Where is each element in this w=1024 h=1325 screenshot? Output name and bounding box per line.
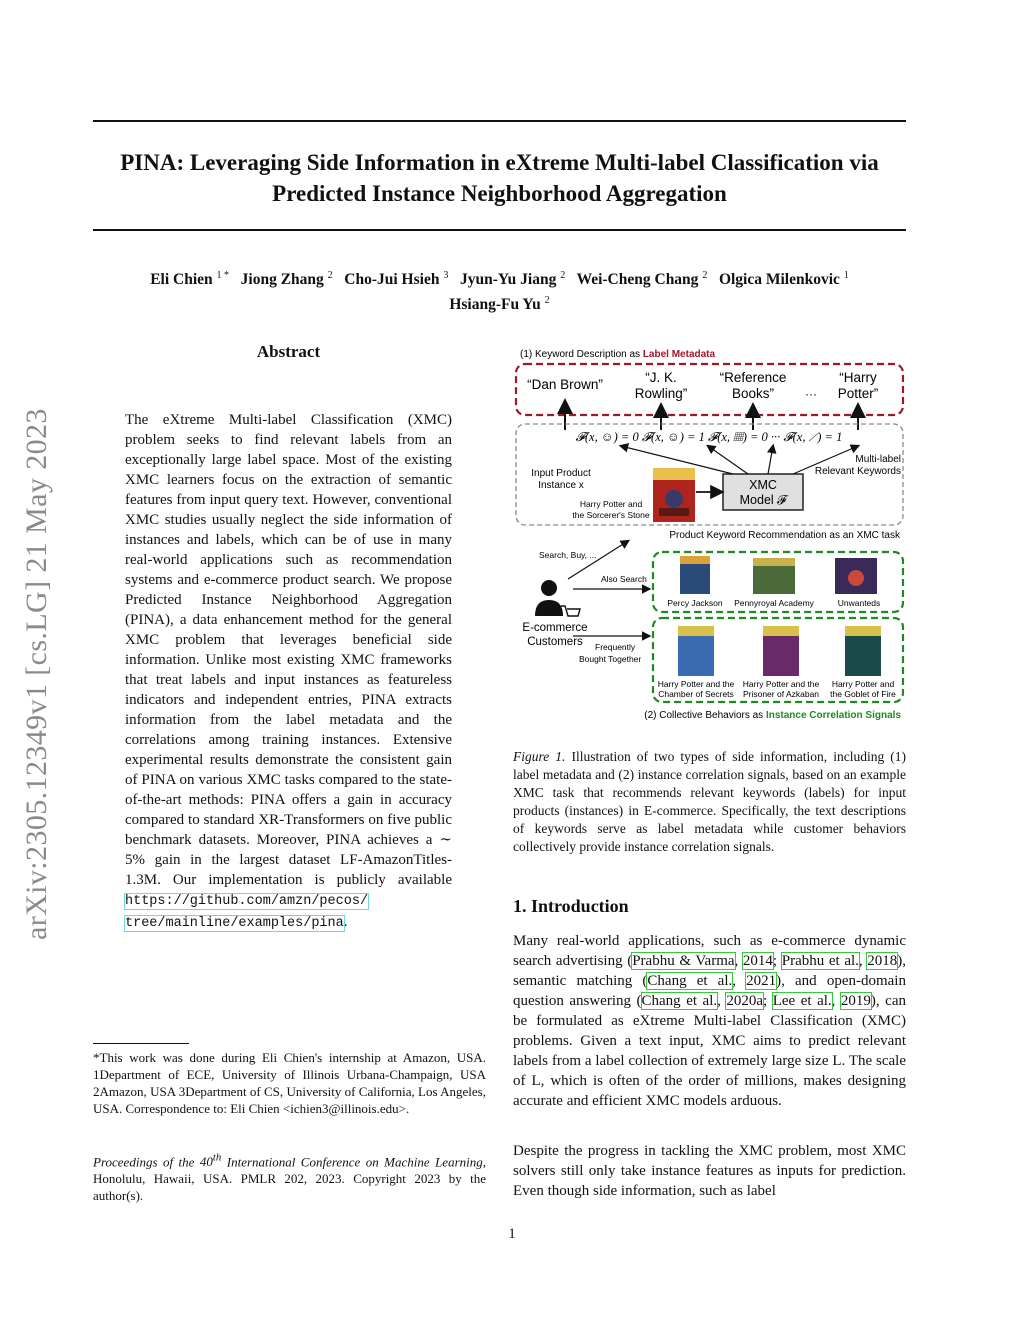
abstract-text: The eXtreme Multi-label Classification (XMC) problem seeks to find relevant labels from an exceptionally large label space. Most of the existing XMC learners focus on the extraction of semantic features from input query text. However, conventional XMC studies usually neglect the side information of instances and labels, which can be of use in many real-world applications such as recommendation systems and e-commerce product search. We propose Predicted Instance Neighborhood Aggregation (PINA), a data enhancement method for the general XMC problem that leverages beneficial side information. Unlike most existing XMC frameworks that treat labels and input instances as featureless indicators and independent entries, PINA extracts information from the label metadata and the correlations among training instances. Extensive experimental results demonstrate the consistent gain of PINA on various XMC tasks compared to the state-of-the-art methods: PINA offers a gain in accuracy compared to standard XR-Transformers on five public benchmark datasets. Moreover, PINA achieves a [125, 412, 452, 848]
github-link-line-1: https://github.com/amzn/pecos/ [125, 894, 369, 909]
multi-label-l2: Relevant Keywords [814, 466, 901, 477]
citation-year[interactable]: 2014 [742, 953, 773, 969]
figure-bottom-caption: (2) Collective Behaviors as Instance Correlation Signals [644, 710, 901, 721]
label-unwanteds: Unwanteds [837, 598, 881, 608]
intro-text: ), can be formulated as eXtreme Multi-label Classification (XMC) problems. Given a text input, XMC aims to predict relevant labels from a label collection of extremely large size L. The scale of L, which is often of the order of millions, makes designing accurate and efficient XMC models arduous. [513, 993, 906, 1109]
figure-caption-text: Illustration of two types of side information, including (1) label metadata and (2) instance correlation signals, based on an example XMC task that recommends relevant keywords (labels) for input products (instances) in E-commerce. Specifically, the text descriptions of keywords serve as label metadata while customer behaviors collectively provide instance correlation signals. [513, 749, 906, 854]
book-percy-jackson [680, 556, 710, 594]
citation-prabhu-varma[interactable]: Prabhu & Varma [632, 953, 735, 969]
label-goblet-l2: the Goblet of Fire [830, 689, 896, 699]
author: Olgica Milenkovic [718, 271, 840, 289]
frequently-label-l2: Bought Together [579, 654, 642, 664]
abstract-heading: Abstract [256, 342, 321, 361]
intro-text: Many real-world applications, such as e-commerce dynamic search advertising ( [513, 933, 906, 969]
title-line-1: PINA: Leveraging Side Information in eXtreme Multi-label Classification via [120, 150, 879, 175]
authors-line-1 [93, 265, 906, 290]
author-affiliation: 2 [544, 295, 550, 307]
abstract-body [125, 410, 452, 934]
label-percy-jackson: Percy Jackson [667, 598, 723, 608]
citation-separator: , [732, 973, 747, 989]
input-book-label-l2: the Sorcerer's Stone [572, 510, 650, 520]
citation-year[interactable]: 2019 [840, 993, 871, 1009]
keyword-reference-books-l1: “Reference [719, 370, 787, 385]
arrow-model-to-f3 [768, 446, 773, 474]
input-product-label-l1: Input Product [531, 468, 591, 479]
author-affiliation: 3 [443, 270, 449, 281]
proceedings-rest: , Honolulu, Hawaii, USA. PMLR 202, 2023. Copyright 2023 by the author(s). [93, 1154, 487, 1204]
figure-1 [513, 344, 906, 724]
citation-separator: , [858, 953, 868, 969]
footnote-star: *This work was done during Eli Chien's internship at Amazon, USA. [93, 1050, 486, 1065]
keyword-reference-books-l2: Books” [731, 386, 775, 401]
citation-year[interactable]: 2018 [867, 953, 898, 969]
citation-lee-et-al[interactable]: Lee et al. [772, 993, 832, 1009]
author-affiliation: 2 [702, 270, 708, 281]
author: Jiong Zhang [240, 271, 324, 289]
citation-year[interactable]: 2021 [746, 973, 777, 989]
label-chamber-l1: Harry Potter and the [657, 679, 735, 689]
title-bottom-rule [93, 229, 906, 231]
citation-separator: , [734, 953, 743, 969]
xmc-model-label-l1: XMC [749, 478, 777, 492]
xmc-formula: 𝓕(x, ☺) = 0 𝓕(x, ☺) = 1 𝓕(x, ▦) = 0 ··· 𝓕(x, ⟋) = 1 [575, 430, 843, 444]
frequently-label-l1: Frequently [595, 642, 636, 652]
citation-separator: ; [763, 993, 773, 1009]
author-list [93, 265, 906, 315]
arxiv-stamp: arXiv:2305.12349v1 [cs.LG] 21 May 2023 [20, 408, 53, 940]
title-line-2: Predicted Instance Neighborhood Aggregation [272, 181, 727, 206]
input-product-label-l2: Instance x [538, 480, 584, 491]
input-book-cover [653, 468, 695, 522]
page-number: 1 [508, 1226, 516, 1242]
customers-label-l1: E-commerce [522, 622, 588, 634]
author: Cho-Jui Hsieh [344, 271, 440, 289]
author: Eli Chien [150, 271, 213, 289]
label-goblet-l1: Harry Potter and [831, 679, 895, 689]
keyword-jk-rowling-l2: Rowling” [634, 386, 688, 401]
github-link[interactable] [125, 894, 368, 931]
also-search-label: Also Search [601, 574, 647, 584]
citation-chang-et-al[interactable]: Chang et al. [647, 973, 733, 989]
multi-label-l1: Multi-label [855, 454, 901, 465]
paper-title [93, 147, 906, 209]
authors-line-2 [93, 290, 906, 315]
introduction-heading: 1. Introduction [513, 896, 629, 916]
figure-caption-label: Figure 1. [513, 749, 566, 764]
book-chamber-of-secrets [678, 626, 714, 676]
introduction-paragraph-2: Despite the progress in tackling the XMC problem, most XMC solvers still only take instance features as inputs for prediction. Even though side information, such as label [513, 1143, 906, 1199]
footnote-rule [93, 1043, 189, 1044]
intro-text: ), and open-domain question answering ( [513, 973, 906, 1009]
input-book-label-l1: Harry Potter and [579, 499, 643, 509]
proceedings-note [93, 1150, 486, 1204]
citation-chang-et-al[interactable]: Chang et al. [641, 993, 718, 1009]
author: Hsiang-Fu Yu [449, 296, 541, 314]
book-pennyroyal-academy [753, 558, 795, 594]
title-top-rule [93, 120, 906, 122]
author-affiliation: 1 * [216, 270, 230, 281]
label-azkaban-l2: Prisoner of Azkaban [742, 689, 820, 699]
citation-year[interactable]: 2020a [726, 993, 764, 1009]
abstract-gain-math: ∼ 5% [125, 832, 452, 868]
footnote-affiliations: 1Department of ECE, University of Illinois Urbana-Champaign, USA 2Amazon, USA 3Department of CS, University of California, Los Angeles, USA. Correspondence to: Eli Chien <ichien3@illinois.edu>. [93, 1067, 486, 1116]
figure-1-diagram [513, 344, 906, 724]
book-unwanteds [835, 558, 877, 594]
label-azkaban-l1: Harry Potter and the [742, 679, 820, 689]
book-prisoner-of-azkaban [763, 626, 799, 676]
abstract-end-period: . [343, 914, 348, 930]
author: Jyun-Yu Jiang [459, 271, 557, 289]
keyword-ellipsis: ··· [805, 387, 817, 401]
proceedings-italic-b: International Conference on Machine Learning [226, 1154, 483, 1170]
keyword-dan-brown: “Dan Brown” [527, 377, 603, 392]
label-chamber-l2: Chamber of Secrets [658, 689, 734, 699]
keyword-harry-potter-l2: Potter” [837, 386, 879, 401]
author-affiliation: 2 [327, 270, 333, 281]
citation-separator: , [831, 993, 841, 1009]
author-affiliation: 1 [843, 270, 849, 281]
label-pennyroyal-academy: Pennyroyal Academy [734, 598, 814, 608]
github-link-line-2: tree/mainline/examples/pina [125, 916, 344, 931]
intro-text: ), semantic matching ( [513, 953, 907, 989]
search-buy-label: Search, Buy, ... [539, 550, 597, 560]
footnote [93, 1049, 486, 1117]
xmc-task-label: Product Keyword Recommendation as an XMC task [669, 530, 900, 541]
citation-separator: ; [772, 953, 782, 969]
abstract-text-after: gain in the largest dataset LF-AmazonTitles-1.3M. Our implementation is publicly available [125, 852, 453, 888]
citation-separator: , [717, 993, 727, 1009]
customers-label-l2: Customers [527, 636, 583, 648]
figure-top-caption: (1) Keyword Description as Label Metadata [520, 349, 716, 360]
keyword-harry-potter-l1: “Harry [839, 370, 877, 385]
author-affiliation: 2 [560, 270, 566, 281]
figure-caption [513, 748, 906, 856]
keyword-jk-rowling-l1: “J. K. [645, 370, 677, 385]
citation-prabhu-et-al[interactable]: Prabhu et al. [781, 953, 859, 969]
customer-icon [535, 580, 580, 616]
xmc-model-label-l2: Model 𝓕 [739, 493, 787, 507]
proceedings-italic-a: Proceedings of the [93, 1154, 195, 1170]
author: Wei-Cheng Chang [576, 271, 699, 289]
introduction-paragraph-1 [513, 931, 906, 1111]
book-goblet-of-fire [845, 626, 881, 676]
proceedings-number: 40th [199, 1152, 222, 1170]
